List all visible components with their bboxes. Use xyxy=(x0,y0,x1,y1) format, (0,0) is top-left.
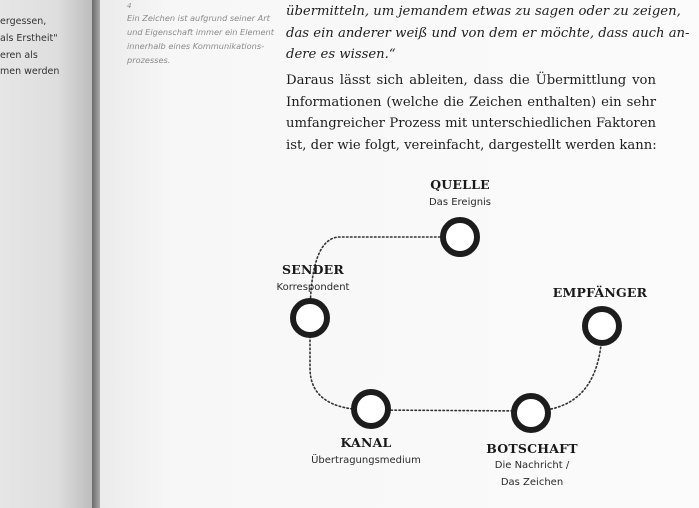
kanal-node-ring xyxy=(354,392,388,426)
botschaft-subtitle-2: Das Zeichen xyxy=(500,477,564,488)
quelle-node-ring xyxy=(443,220,477,254)
sender-node-ring xyxy=(293,301,327,335)
quelle-subtitle: Das Ereignis xyxy=(428,197,492,208)
botschaft-subtitle: Die Nachricht / xyxy=(494,460,570,471)
empfaenger-title: EMPFÄNGER xyxy=(552,285,648,300)
empfaenger-node-ring xyxy=(585,309,619,343)
left-page-line: ergessen, xyxy=(0,16,47,27)
kanal-subtitle: Übertragungsmedium xyxy=(311,455,421,466)
communication-diagram xyxy=(100,0,699,508)
kanal-title: KANAL xyxy=(340,435,392,450)
paragraph-line: Informationen (welche die Zeichen enthalten) ein sehr xyxy=(286,94,656,110)
quote-line: übermitteln, um jemandem etwas zu sagen oder zu zeigen, xyxy=(286,4,681,19)
sender-subtitle: Korrespondent xyxy=(276,282,350,293)
paragraph-line: ist, der wie folgt, vereinfacht, dargestellt werden kann: xyxy=(286,137,657,153)
left-page-line: als Erstheit" xyxy=(0,33,58,44)
botschaft-node-ring xyxy=(514,396,548,430)
left-page-line: men werden xyxy=(0,66,60,77)
paragraph-line: Daraus lässt sich ableiten, dass die Übermittlung von xyxy=(286,73,656,88)
quelle-title: QUELLE xyxy=(430,177,490,192)
side-note-number: 4 xyxy=(127,2,132,10)
side-note-text: Ein Zeichen ist aufgrund seiner Art und Eigenschaft immer ein Element innerhalb eines Kommunikations-prozesses. xyxy=(127,13,274,65)
right-page xyxy=(100,0,699,508)
sender-title: SENDER xyxy=(282,262,344,277)
left-page xyxy=(0,0,96,508)
quote-line: dere es wissen.“ xyxy=(286,47,396,62)
left-page-line: eren als xyxy=(0,50,38,61)
quote-line: das ein anderer weiß und von dem er möchte, dass auch an- xyxy=(286,25,690,41)
paragraph-line: umfangreicher Prozess mit unterschiedlichen Faktoren xyxy=(286,116,656,131)
botschaft-title: BOTSCHAFT xyxy=(486,441,578,456)
